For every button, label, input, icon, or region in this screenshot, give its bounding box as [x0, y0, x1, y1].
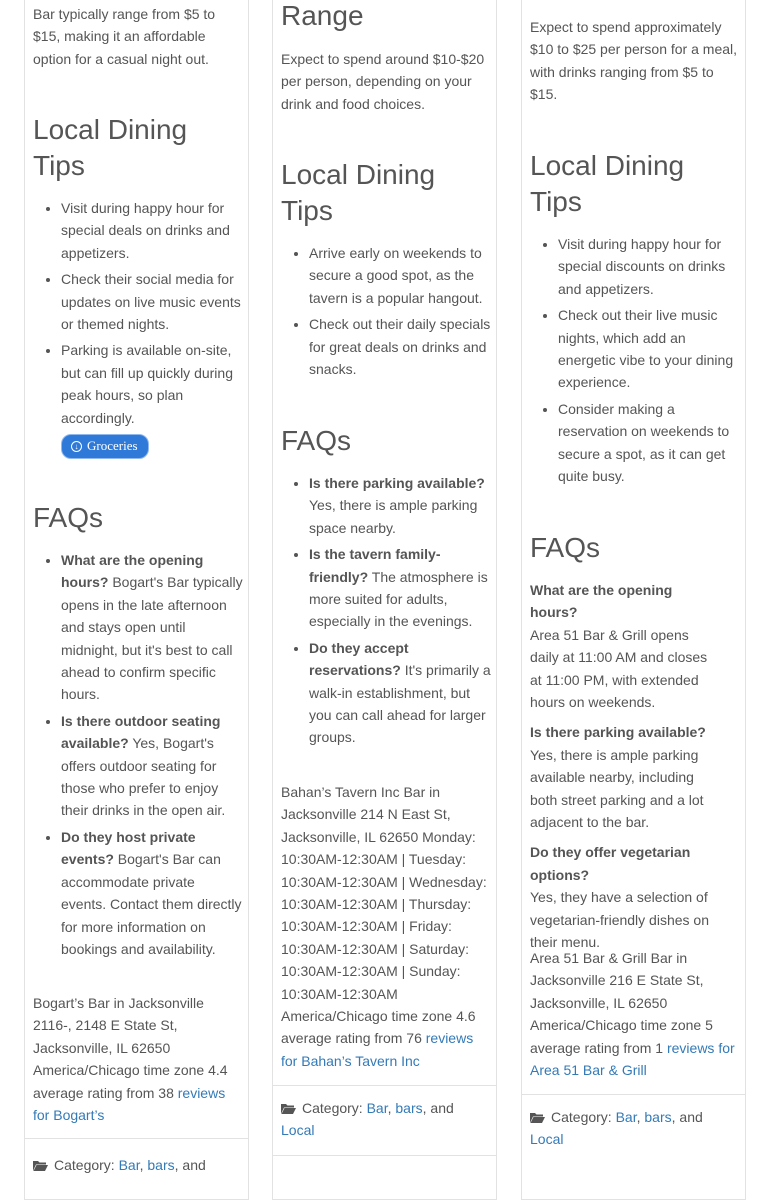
business-info [33, 992, 238, 1126]
list-item [61, 339, 241, 459]
price-range-text: Expect to spend around $10-$20 per person, depending on your drink and food choices. [281, 51, 485, 112]
faq-answer: Area 51 Bar & Grill opens daily at 11:00 AM and closes at 11:00 PM, with extended hours on weekends. [530, 626, 708, 711]
divider [273, 1085, 496, 1086]
faq-answer: Yes, there is ample parking space nearby. [309, 497, 478, 536]
divider [522, 1094, 745, 1095]
listing-card-bogarts [24, 0, 249, 1200]
info-text: Bahan’s Tavern Inc Bar in Jacksonville 214 N East St, Jacksonville, IL 62650 Monday: 10:30AM-12:30AM | Tuesday: 10:30AM-12:30AM | Wednesday: 10:30AM-12:30AM | Thursday: 10:30AM-12:30AM | Friday: 10:30AM-12:30AM | Saturday: 10:30AM-12:30AM | Sunday: 10:30AM-12:30AM America/Chicago time zone 4.6 average rating from 76 [281, 784, 487, 1047]
groceries-button[interactable] [61, 434, 149, 459]
category-and: , and [174, 1157, 206, 1173]
faq-heading: FAQs [33, 502, 104, 533]
business-info [530, 947, 740, 1081]
price-range-text: Bar typically range from $5 to $15, making it an affordable option for a casual night out. [33, 6, 216, 67]
faq-answer: Bogart's Bar typically opens in the late afternoon and stays open until midnight, but it's best to call ahead to confirm specific hours. [61, 574, 243, 703]
faq-question: Do they offer vegetarian options? [530, 844, 691, 883]
category-link-bar[interactable]: Bar [366, 1100, 388, 1116]
price-range-text: Expect to spend approximately $10 to $25 per person for a meal, with drinks ranging from $5 to $15. [530, 19, 738, 103]
category-and: , and [671, 1109, 703, 1125]
divider [25, 1138, 248, 1139]
faq-item [530, 841, 715, 953]
folder-open-icon [281, 1103, 296, 1114]
faq-question: Is the tavern family-friendly? [309, 546, 441, 585]
reviews-link[interactable]: reviews for Area 51 Bar & Grill [530, 1039, 735, 1079]
faq-question: Is there parking available? [309, 475, 485, 491]
list-item: • Check their social media for updates on live music events or themed nights. [61, 268, 241, 335]
tips-heading: Local Dining Tips [530, 150, 685, 217]
category-and: , and [422, 1100, 454, 1116]
list-item: • Check out their live music nights, which add an energetic vibe to your dining experience. [558, 304, 740, 394]
tips-list [281, 242, 491, 384]
info-text: Bogart’s Bar in Jacksonville 2116-, 2148 E State St, Jacksonville, IL 62650 America/Chicago time zone 4.4 average rating from 38 [33, 995, 228, 1101]
faq-item [530, 721, 715, 833]
faq-question: What are the opening hours? [530, 582, 673, 621]
faq-question: What are the opening hours? [61, 552, 204, 591]
faq-item [61, 826, 243, 960]
faq-item [309, 472, 491, 539]
category-label: Category: [302, 1100, 363, 1116]
tips-list [33, 197, 241, 463]
groceries-label: Groceries [87, 438, 138, 454]
faq-question: Is there parking available? [530, 724, 706, 741]
list-item: • Check out their daily specials for great deals on drinks and snacks. [309, 313, 491, 380]
category-link-bars[interactable]: bars [395, 1100, 423, 1116]
faq-list [281, 472, 491, 753]
faq-answer: The atmosphere is more suited for adults, especially in the evenings. [309, 568, 488, 630]
faq-answer: Yes, they have a selection of vegetarian-friendly dishes on their menu. [530, 889, 709, 951]
faq-heading: FAQs [530, 532, 601, 563]
tips-heading: Local Dining Tips [281, 159, 436, 226]
faq-answer: Bogart's Bar can accommodate private events. Contact them directly for more information on bookings and availability. [61, 851, 242, 957]
category-label: Category: [54, 1157, 115, 1173]
faq-list [33, 549, 243, 964]
faq-answer: Yes, Bogart's offers outdoor seating for those who prefer to enjoy their drinks in the open air. [61, 735, 226, 819]
divider [273, 1155, 496, 1156]
circle-arrow-down-icon: ↓ [71, 441, 82, 452]
category-line: Category: Bar, bars, and [33, 1154, 240, 1176]
price-heading: Range [281, 0, 364, 31]
faq-item [61, 549, 243, 706]
tip-text: Parking is available on-site, but can fill up quickly during peak hours, so plan accordingly. [61, 342, 233, 426]
faq-answer: Yes, there is ample parking available nearby, including both street parking and a lot adjacent to the bar. [530, 746, 704, 831]
faq-answer: It's primarily a walk-in establishment, but you can call ahead for larger groups. [309, 662, 491, 746]
faq-item [530, 579, 715, 713]
folder-open-icon [530, 1112, 545, 1123]
category-link-bar[interactable]: Bar [118, 1157, 140, 1173]
list-item: • Visit during happy hour for special deals on drinks and appetizers. [61, 197, 241, 264]
reviews-link[interactable]: reviews for Bogart’s [33, 1084, 226, 1124]
faq-item [309, 637, 491, 749]
faq-heading: FAQs [281, 425, 352, 456]
list-item: • Consider making a reservation on weekends to secure a spot, as it can get quite busy. [558, 398, 740, 488]
category-link-local[interactable]: Local [281, 1122, 315, 1139]
list-item: • Visit during happy hour for special discounts on drinks and appetizers. [558, 233, 740, 300]
faq-item [309, 543, 491, 633]
faq-item [61, 710, 243, 822]
business-info [281, 781, 491, 1072]
info-text: Area 51 Bar & Grill Bar in Jacksonville 216 E State St, Jacksonville, IL 62650 America/Chicago time zone 5 average rating from 1 [530, 950, 713, 1056]
faq-question: Do they host private events? [61, 828, 196, 868]
listing-card-area51 [521, 0, 746, 1200]
list-item: • Arrive early on weekends to secure a good spot, as the tavern is a popular hangout. [309, 242, 491, 309]
faq-question: Is there outdoor seating available? [61, 712, 221, 752]
tips-heading: Local Dining Tips [33, 114, 188, 181]
category-link-bar[interactable]: Bar [615, 1109, 637, 1125]
category-line: Category: Bar, bars, and Local [530, 1109, 703, 1148]
category-link-bars[interactable]: bars [644, 1109, 672, 1125]
category-link-bars[interactable]: bars [147, 1157, 175, 1173]
category-link-local[interactable]: Local [530, 1131, 564, 1148]
faq-list [530, 579, 715, 954]
listing-card-bahans [272, 0, 497, 1200]
reviews-link[interactable]: reviews for Bahan’s Tavern Inc [281, 1030, 474, 1069]
faq-question: Do they accept reservations? [309, 639, 409, 679]
category-line: Category: Bar, bars, and Local [281, 1100, 454, 1139]
tips-list [530, 233, 740, 491]
category-label: Category: [551, 1109, 612, 1125]
